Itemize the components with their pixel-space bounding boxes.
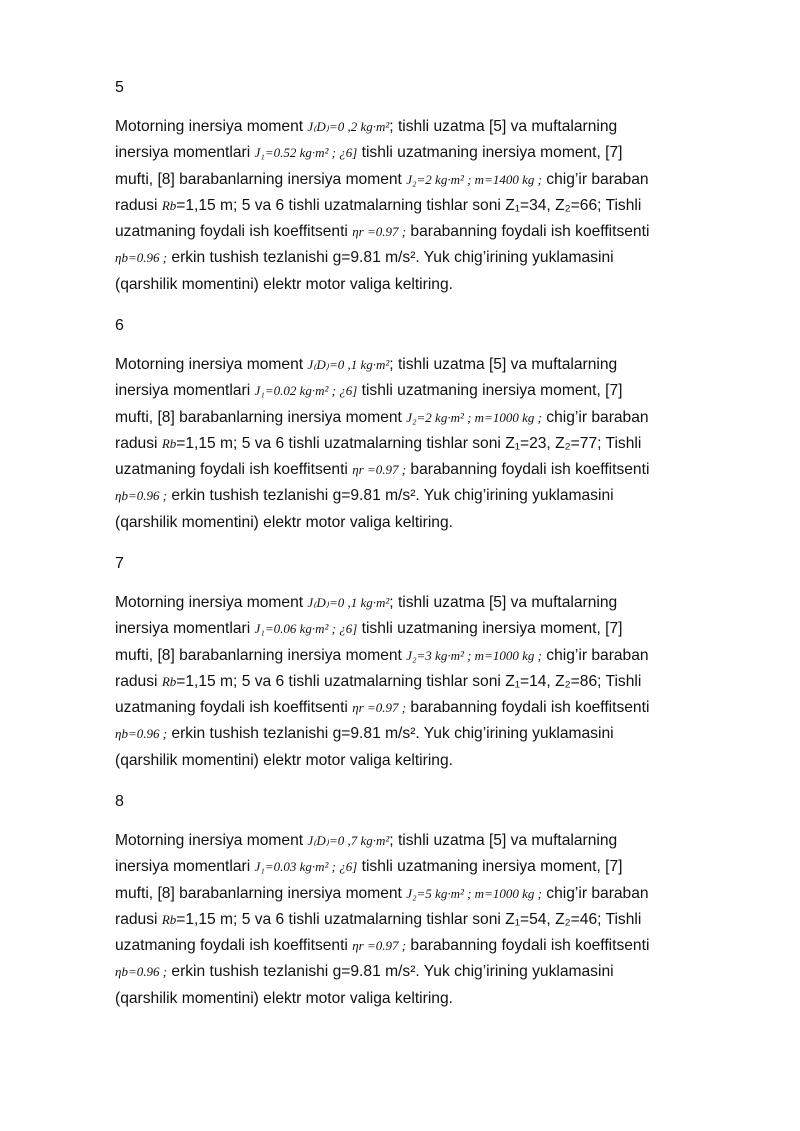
text-line: Motorning inersiya moment J₍D₎=0 ,1 kg·m²; tishli uzatma [5] va muftalarning xyxy=(115,594,618,611)
text-line: (qarshilik momentini) elektr motor valiga keltiring. xyxy=(115,513,453,531)
text-line: Motorning inersiya moment J₍D₎=0 ,2 kg·m²; tishli uzatma [5] va muftalarning xyxy=(115,118,618,135)
text-line: radusi Rb=1,15 m; 5 va 6 tishli uzatmalarning tishlar soni Z₁=23, Z₂=77; Tishli xyxy=(115,434,642,452)
text-line: (qarshilik momentini) elektr motor valiga keltiring. xyxy=(115,989,453,1007)
text-line: (qarshilik momentini) elektr motor valiga keltiring. xyxy=(115,275,453,293)
text-line: ηb=0.96 ; erkin tushish tezlanishi g=9.81 m/s². Yuk chig’irining yuklamasini xyxy=(115,249,614,267)
text-line: Motorning inersiya moment J₍D₎=0 ,7 kg·m²; tishli uzatma [5] va muftalarning xyxy=(115,832,618,849)
problem-number: 8 xyxy=(115,793,124,810)
text-line: uzatmaning foydali ish koeffitsenti ηr =0.97 ; barabanning foydali ish koeffitsenti xyxy=(115,461,650,479)
text-line: inersiya momentlari J₁=0.06 kg·m² ; ¿6] tishli uzatmaning inersiya moment, [7] xyxy=(115,620,623,638)
text-line: mufti, [8] barabanlarning inersiya moment J₂=3 kg·m² ; m=1000 kg ; chig’ir baraban xyxy=(115,646,649,664)
text-line: inersiya momentlari J₁=0.03 kg·m² ; ¿6] tishli uzatmaning inersiya moment, [7] xyxy=(115,858,623,876)
text-line: uzatmaning foydali ish koeffitsenti ηr =0.97 ; barabanning foydali ish koeffitsenti xyxy=(115,699,650,717)
problem-number: 7 xyxy=(115,555,124,572)
text-line: mufti, [8] barabanlarning inersiya moment J₂=2 kg·m² ; m=1000 kg ; chig’ir baraban xyxy=(115,408,649,426)
problem-number: 5 xyxy=(115,79,124,96)
text-line: Motorning inersiya moment J₍D₎=0 ,1 kg·m²; tishli uzatma [5] va muftalarning xyxy=(115,356,618,373)
problem-text xyxy=(115,352,755,536)
problem-text xyxy=(115,114,755,298)
text-line: radusi Rb=1,15 m; 5 va 6 tishli uzatmalarning tishlar soni Z₁=14, Z₂=86; Tishli xyxy=(115,672,642,690)
text-line: uzatmaning foydali ish koeffitsenti ηr =0.97 ; barabanning foydali ish koeffitsenti xyxy=(115,937,650,955)
text-line: uzatmaning foydali ish koeffitsenti ηr =0.97 ; barabanning foydali ish koeffitsenti xyxy=(115,223,650,241)
text-line: radusi Rb=1,15 m; 5 va 6 tishli uzatmalarning tishlar soni Z₁=34, Z₂=66; Tishli xyxy=(115,196,642,214)
text-line: ηb=0.96 ; erkin tushish tezlanishi g=9.81 m/s². Yuk chig’irining yuklamasini xyxy=(115,487,614,505)
text-line: inersiya momentlari J₁=0.02 kg·m² ; ¿6] tishli uzatmaning inersiya moment, [7] xyxy=(115,382,623,400)
text-line: ηb=0.96 ; erkin tushish tezlanishi g=9.81 m/s². Yuk chig’irining yuklamasini xyxy=(115,725,614,743)
text-line: inersiya momentlari J₁=0.52 kg·m² ; ¿6] tishli uzatmaning inersiya moment, [7] xyxy=(115,144,623,162)
text-line: mufti, [8] barabanlarning inersiya moment J₂=5 kg·m² ; m=1000 kg ; chig’ir baraban xyxy=(115,884,649,902)
problem-number: 6 xyxy=(115,317,124,334)
problem-text xyxy=(115,828,755,1012)
problem-text xyxy=(115,590,755,774)
text-line: (qarshilik momentini) elektr motor valiga keltiring. xyxy=(115,751,453,769)
text-line: mufti, [8] barabanlarning inersiya moment J₂=2 kg·m² ; m=1400 kg ; chig’ir baraban xyxy=(115,170,649,188)
text-line: ηb=0.96 ; erkin tushish tezlanishi g=9.81 m/s². Yuk chig’irining yuklamasini xyxy=(115,963,614,981)
text-line: radusi Rb=1,15 m; 5 va 6 tishli uzatmalarning tishlar soni Z₁=54, Z₂=46; Tishli xyxy=(115,910,642,928)
